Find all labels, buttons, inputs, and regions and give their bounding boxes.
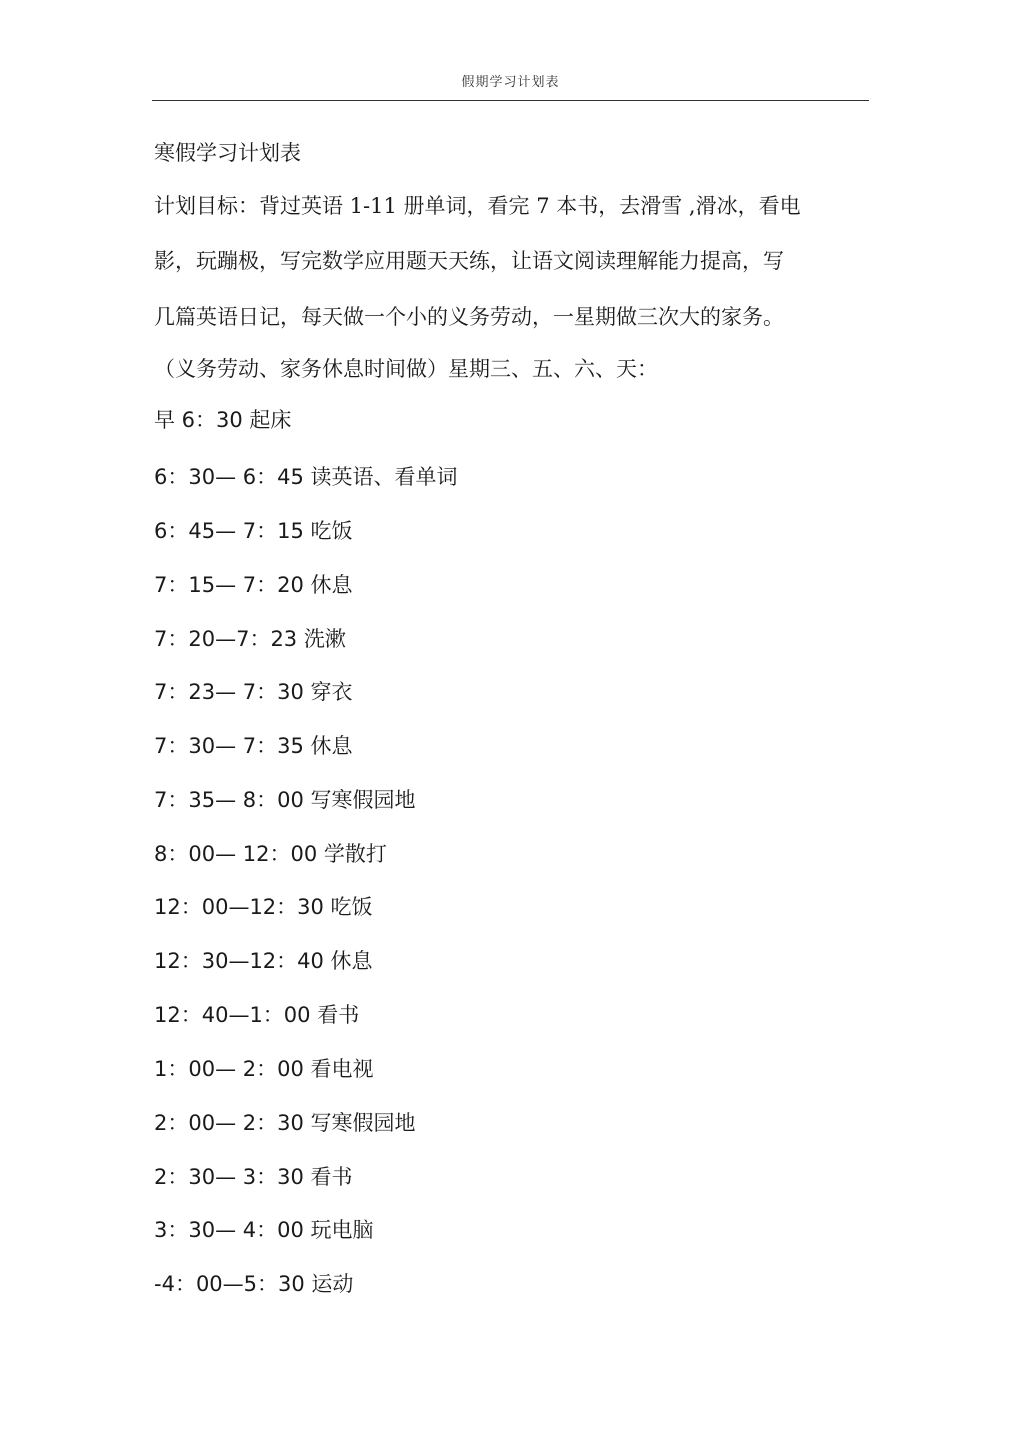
goal-line-2: 影，玩蹦极，写完数学应用题天天练，让语文阅读理解能力提高，写 bbox=[154, 249, 784, 273]
schedule-item: 7：23— 7：30 穿衣 bbox=[154, 680, 353, 704]
schedule-item: 12：00—12：30 吃饭 bbox=[154, 895, 373, 919]
document-title: 寒假学习计划表 bbox=[154, 141, 301, 165]
schedule-item: 12：40—1：00 看书 bbox=[154, 1003, 360, 1027]
schedule-item: 6：45— 7：15 吃饭 bbox=[154, 519, 353, 543]
goal-line-3: 几篇英语日记，每天做一个小的义务劳动，一星期做三次大的家务。 bbox=[154, 305, 784, 329]
schedule-item: 早 6：30 起床 bbox=[154, 408, 292, 432]
schedule-item: -4：00—5：30 运动 bbox=[154, 1272, 354, 1296]
schedule-item: 1：00— 2：00 看电视 bbox=[154, 1057, 374, 1081]
schedule-item: 2：30— 3：30 看书 bbox=[154, 1165, 353, 1189]
schedule-item: 6：30— 6：45 读英语、看单词 bbox=[154, 465, 458, 489]
schedule-item: 7：30— 7：35 休息 bbox=[154, 734, 353, 758]
schedule-item: 12：30—12：40 休息 bbox=[154, 949, 373, 973]
schedule-item: 7：35— 8：00 写寒假园地 bbox=[154, 788, 416, 812]
schedule-item: 7：20—7：23 洗漱 bbox=[154, 627, 346, 651]
goal-line-1: 计划目标：背过英语 1-11 册单词，看完 7 本书，去滑雪 ,滑冰，看电 bbox=[154, 194, 801, 218]
goal-line-4: （义务劳动、家务休息时间做）星期三、五、六、天： bbox=[154, 357, 658, 381]
page-header bbox=[152, 72, 869, 101]
schedule-item: 8：00— 12：00 学散打 bbox=[154, 842, 387, 866]
schedule-item: 3：30— 4：00 玩电脑 bbox=[154, 1218, 374, 1242]
schedule-item: 2：00— 2：30 写寒假园地 bbox=[154, 1111, 416, 1135]
schedule-item: 7：15— 7：20 休息 bbox=[154, 573, 353, 597]
header-title: 假期学习计划表 bbox=[461, 75, 560, 90]
